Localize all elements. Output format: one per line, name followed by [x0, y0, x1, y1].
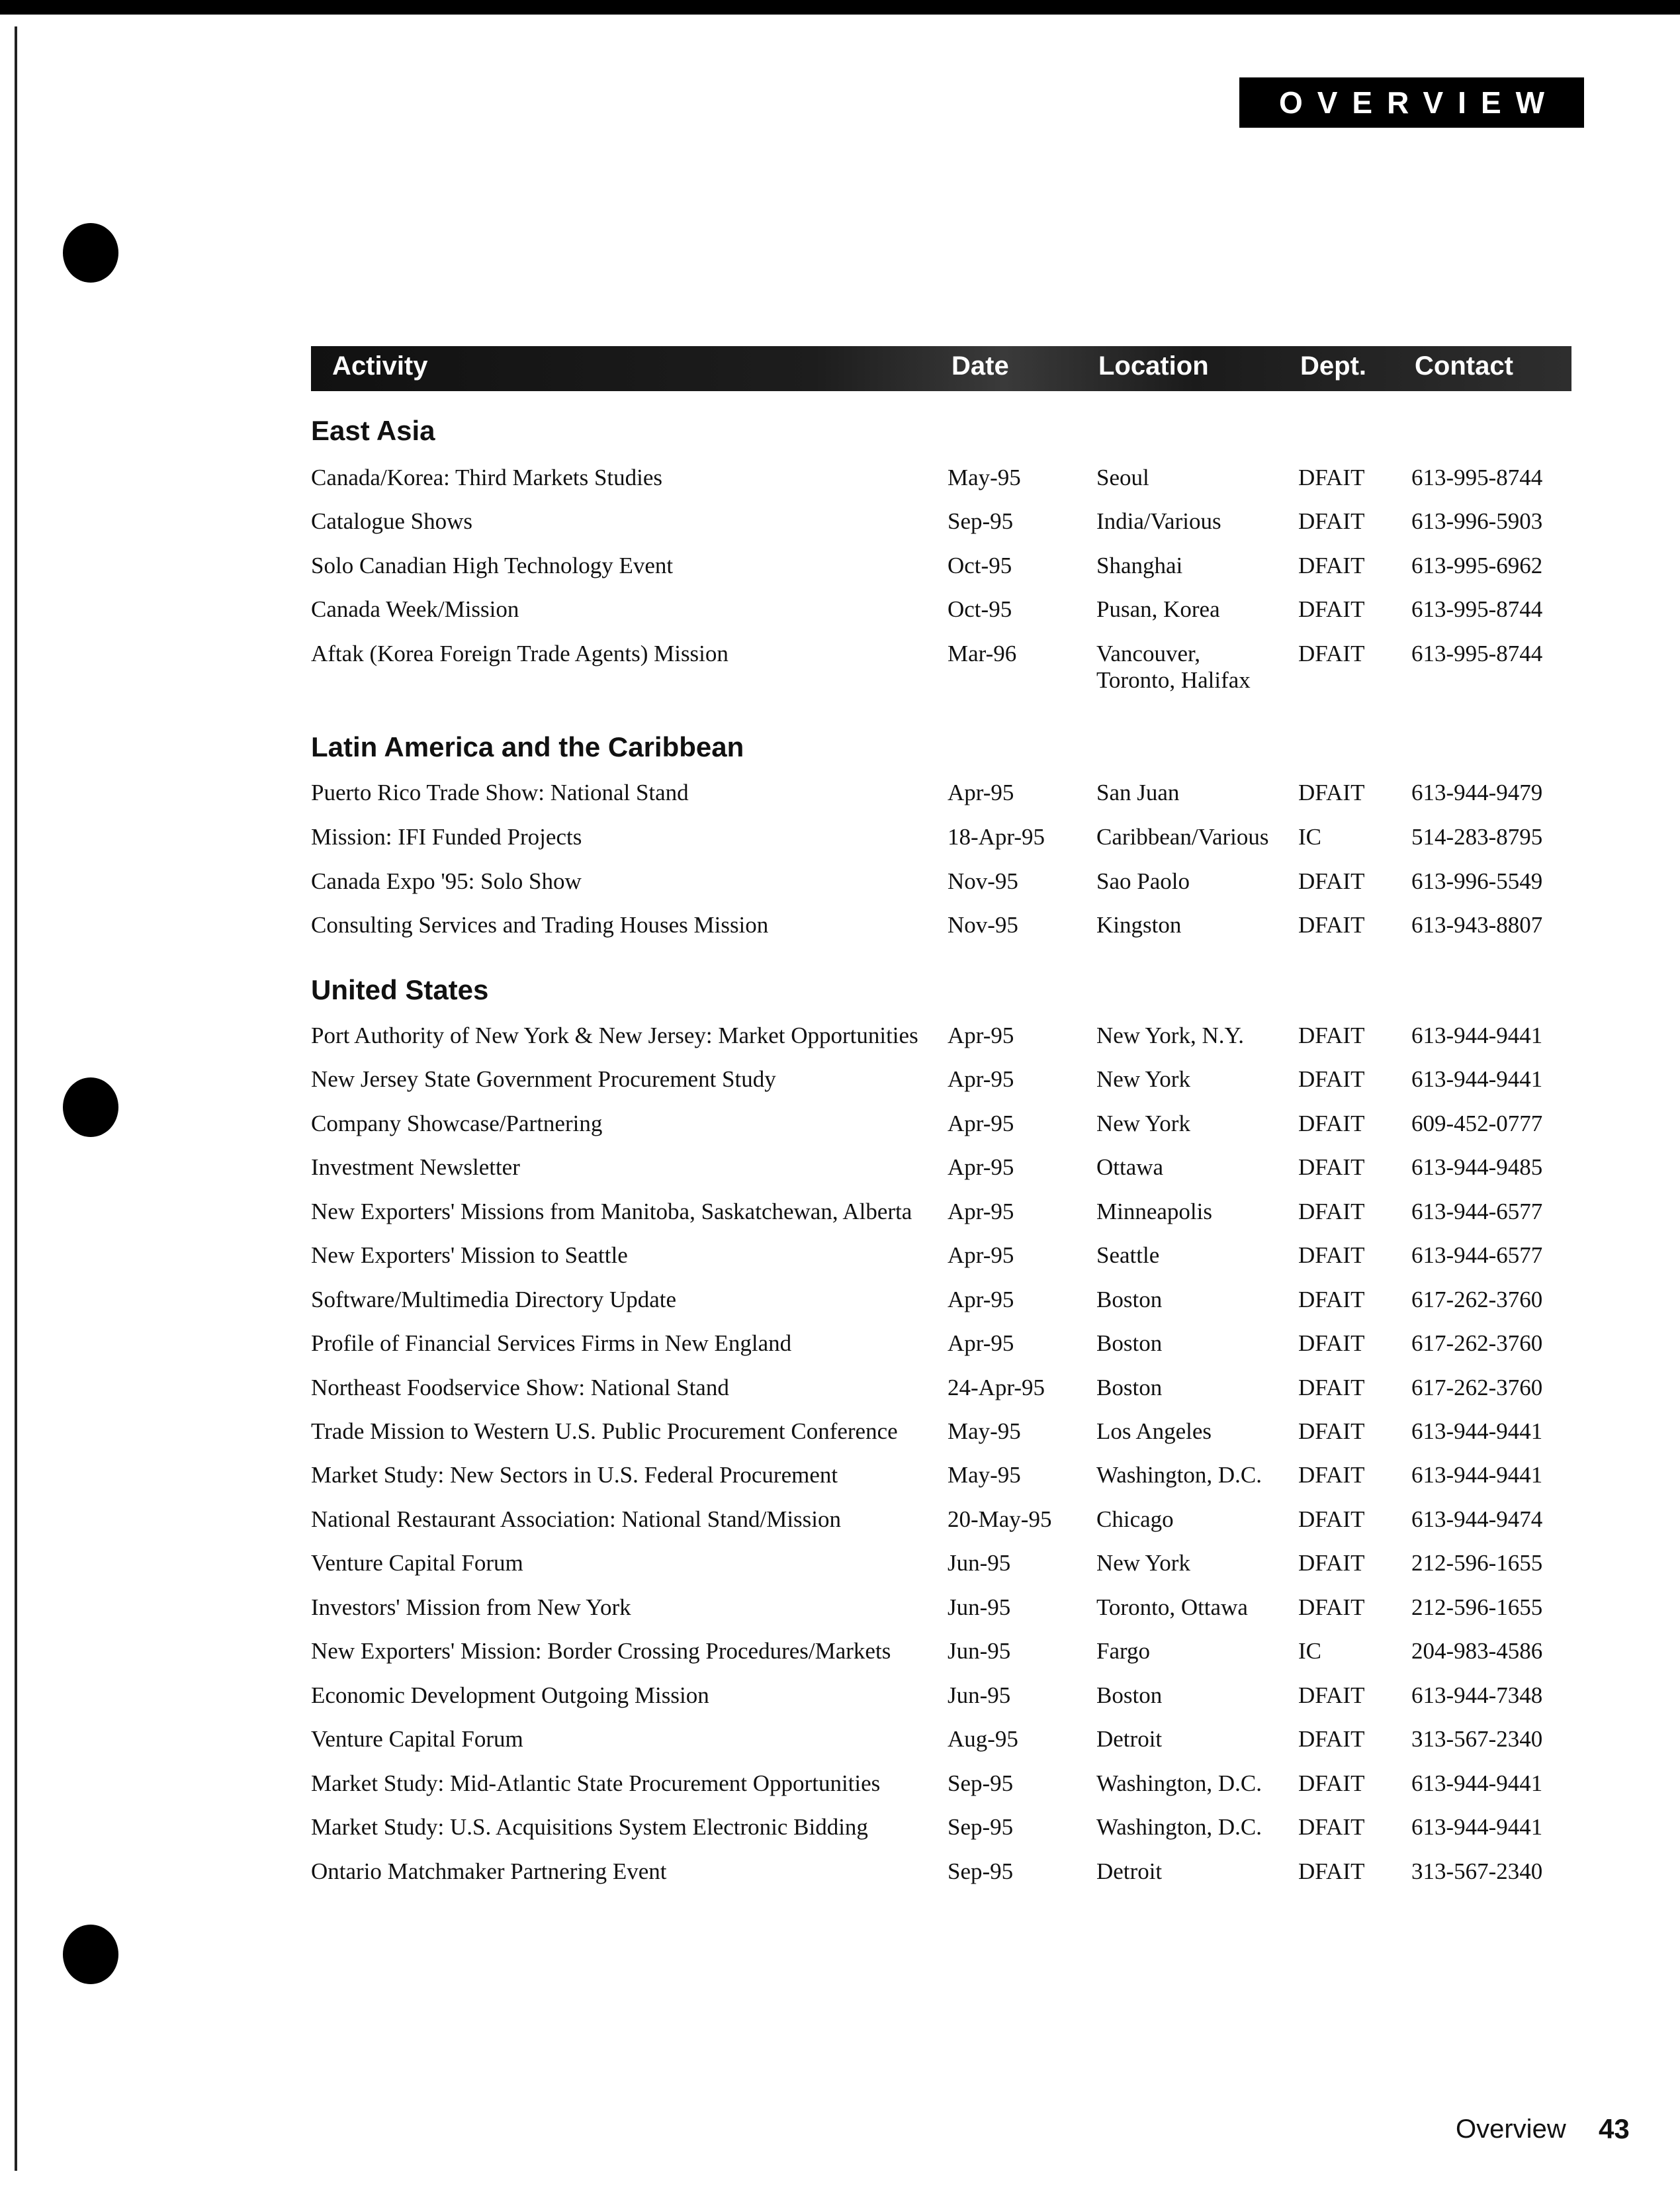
- activity-cell: Port Authority of New York & New Jersey: Market Opportunities: [311, 1023, 918, 1048]
- activity-cell: Venture Capital Forum: [311, 1726, 523, 1752]
- dept-cell: DFAIT: [1298, 780, 1365, 805]
- date-cell: Jun-95: [948, 1550, 1011, 1576]
- activity-cell: Software/Multimedia Directory Update: [311, 1287, 677, 1312]
- location-cell: Seoul: [1096, 465, 1149, 490]
- contact-cell: 609-452-0777: [1411, 1111, 1543, 1136]
- date-cell: Apr-95: [948, 1242, 1014, 1268]
- location-cell: New York: [1096, 1550, 1190, 1576]
- section-title-east-asia: East Asia: [311, 415, 435, 446]
- dept-cell: DFAIT: [1298, 1287, 1365, 1312]
- date-cell: Apr-95: [948, 1023, 1014, 1048]
- contact-cell: 613-944-6577: [1411, 1242, 1543, 1268]
- contact-cell: 617-262-3760: [1411, 1330, 1543, 1356]
- dept-cell: DFAIT: [1298, 641, 1365, 666]
- dept-cell: DFAIT: [1298, 1154, 1365, 1180]
- activity-cell: Solo Canadian High Technology Event: [311, 553, 674, 578]
- location-cell: Boston: [1096, 1287, 1163, 1312]
- dept-cell: DFAIT: [1298, 1330, 1365, 1356]
- activity-cell: Mission: IFI Funded Projects: [311, 824, 582, 850]
- contact-cell: 613-995-8744: [1411, 596, 1543, 622]
- contact-cell: 613-944-9485: [1411, 1154, 1543, 1180]
- activity-cell: Market Study: U.S. Acquisitions System Electronic Bidding: [311, 1814, 868, 1840]
- dept-cell: DFAIT: [1298, 1023, 1365, 1048]
- contact-cell: 613-944-9479: [1411, 780, 1543, 805]
- location-cell: Sao Paolo: [1096, 868, 1190, 894]
- location-cell: Toronto, Ottawa: [1096, 1594, 1248, 1620]
- date-cell: 20-May-95: [948, 1506, 1052, 1532]
- punch-hole-top: [63, 223, 118, 283]
- contact-cell: 613-995-8744: [1411, 641, 1543, 666]
- activity-cell: Canada Expo '95: Solo Show: [311, 868, 582, 894]
- contact-cell: 613-944-6577: [1411, 1199, 1543, 1224]
- contact-cell: 613-944-9441: [1411, 1462, 1543, 1488]
- activity-cell: Ontario Matchmaker Partnering Event: [311, 1858, 667, 1884]
- activity-cell: Economic Development Outgoing Mission: [311, 1682, 709, 1708]
- activity-cell: Market Study: Mid-Atlantic State Procurement Opportunities: [311, 1770, 881, 1796]
- dept-cell: DFAIT: [1298, 1770, 1365, 1796]
- activity-cell: New Exporters' Mission: Border Crossing Procedures/Markets: [311, 1638, 891, 1664]
- date-cell: Sep-95: [948, 1858, 1014, 1884]
- contact-cell: 613-944-9441: [1411, 1066, 1543, 1092]
- date-cell: Apr-95: [948, 1330, 1014, 1356]
- location-cell: Detroit: [1096, 1858, 1163, 1884]
- location-cell: Washington, D.C.: [1096, 1462, 1262, 1488]
- activity-cell: Market Study: New Sectors in U.S. Federal Procurement: [311, 1462, 838, 1488]
- contact-cell: 204-983-4586: [1411, 1638, 1543, 1664]
- date-cell: Jun-95: [948, 1682, 1011, 1708]
- column-contact: Contact: [1415, 351, 1513, 381]
- dept-cell: DFAIT: [1298, 912, 1365, 938]
- location-cell: Vancouver,: [1096, 641, 1201, 666]
- contact-cell: 617-262-3760: [1411, 1287, 1543, 1312]
- location-cell: Boston: [1096, 1375, 1163, 1400]
- location-cell: Fargo: [1096, 1638, 1151, 1664]
- activity-cell: Profile of Financial Services Firms in New England: [311, 1330, 792, 1356]
- date-cell: May-95: [948, 1418, 1021, 1444]
- column-dept: Dept.: [1300, 351, 1366, 381]
- dept-cell: DFAIT: [1298, 1726, 1365, 1752]
- date-cell: Oct-95: [948, 596, 1012, 622]
- dept-cell: DFAIT: [1298, 1462, 1365, 1488]
- contact-cell: 613-995-8744: [1411, 465, 1543, 490]
- date-cell: Aug-95: [948, 1726, 1018, 1752]
- dept-cell: DFAIT: [1298, 868, 1365, 894]
- activity-cell: Canada Week/Mission: [311, 596, 519, 622]
- activity-cell: Canada/Korea: Third Markets Studies: [311, 465, 663, 490]
- contact-cell: 613-996-5549: [1411, 868, 1543, 894]
- activity-cell: Northeast Foodservice Show: National Stand: [311, 1375, 729, 1400]
- date-cell: Apr-95: [948, 1066, 1014, 1092]
- top-border: [0, 0, 1680, 15]
- date-cell: Apr-95: [948, 1111, 1014, 1136]
- footer-section-label: Overview: [1456, 2115, 1566, 2144]
- column-date: Date: [951, 351, 1009, 381]
- contact-cell: 613-995-6962: [1411, 553, 1543, 578]
- location-cell: San Juan: [1096, 780, 1180, 805]
- date-cell: Apr-95: [948, 780, 1014, 805]
- location-cell: Washington, D.C.: [1096, 1770, 1262, 1796]
- date-cell: May-95: [948, 465, 1021, 490]
- location-cell: Seattle: [1096, 1242, 1160, 1268]
- page-number: 43: [1599, 2113, 1630, 2144]
- page-left-edge: [15, 26, 17, 2171]
- contact-cell: 613-944-9441: [1411, 1770, 1543, 1796]
- column-activity: Activity: [332, 351, 428, 381]
- contact-cell: 613-996-5903: [1411, 508, 1543, 534]
- contact-cell: 313-567-2340: [1411, 1858, 1543, 1884]
- date-cell: Apr-95: [948, 1154, 1014, 1180]
- location-cell: New York, N.Y.: [1096, 1023, 1245, 1048]
- activity-cell: National Restaurant Association: National Stand/Mission: [311, 1506, 842, 1532]
- dept-cell: DFAIT: [1298, 1594, 1365, 1620]
- dept-cell: DFAIT: [1298, 1682, 1365, 1708]
- date-cell: Apr-95: [948, 1199, 1014, 1224]
- dept-cell: DFAIT: [1298, 1375, 1365, 1400]
- activity-cell: New Exporters' Mission to Seattle: [311, 1242, 628, 1268]
- activity-cell: Company Showcase/Partnering: [311, 1111, 603, 1136]
- location-cell: Shanghai: [1096, 553, 1183, 578]
- contact-cell: 613-944-9474: [1411, 1506, 1543, 1532]
- date-cell: 18-Apr-95: [948, 824, 1045, 850]
- date-cell: Nov-95: [948, 912, 1018, 938]
- date-cell: Oct-95: [948, 553, 1012, 578]
- location-cell: Detroit: [1096, 1726, 1163, 1752]
- contact-cell: 617-262-3760: [1411, 1375, 1543, 1400]
- dept-cell: DFAIT: [1298, 1858, 1365, 1884]
- activity-cell: Aftak (Korea Foreign Trade Agents) Mission: [311, 641, 729, 666]
- dept-cell: DFAIT: [1298, 1199, 1365, 1224]
- date-cell: Sep-95: [948, 1814, 1014, 1840]
- section-title-united-states: United States: [311, 974, 489, 1005]
- activity-cell: New Exporters' Missions from Manitoba, Saskatchewan, Alberta: [311, 1199, 912, 1224]
- date-cell: Apr-95: [948, 1287, 1014, 1312]
- punch-hole-bottom: [63, 1925, 118, 1984]
- contact-cell: 613-944-9441: [1411, 1023, 1543, 1048]
- dept-cell: DFAIT: [1298, 1506, 1365, 1532]
- overview-banner: OVERVIEW: [1239, 77, 1584, 128]
- contact-cell: 313-567-2340: [1411, 1726, 1543, 1752]
- dept-cell: DFAIT: [1298, 553, 1365, 578]
- contact-cell: 613-944-7348: [1411, 1682, 1543, 1708]
- location-cell: New York: [1096, 1111, 1190, 1136]
- location-cell: Minneapolis: [1096, 1199, 1212, 1224]
- location-cell: Washington, D.C.: [1096, 1814, 1262, 1840]
- location-cell: Kingston: [1096, 912, 1182, 938]
- dept-cell: DFAIT: [1298, 596, 1365, 622]
- date-cell: May-95: [948, 1462, 1021, 1488]
- column-location: Location: [1098, 351, 1209, 381]
- contact-cell: 514-283-8795: [1411, 824, 1543, 850]
- date-cell: Jun-95: [948, 1594, 1011, 1620]
- activity-cell: Puerto Rico Trade Show: National Stand: [311, 780, 689, 805]
- location-cell: India/Various: [1096, 508, 1221, 534]
- location-cell: Boston: [1096, 1330, 1163, 1356]
- location-cell: Los Angeles: [1096, 1418, 1212, 1444]
- dept-cell: DFAIT: [1298, 1066, 1365, 1092]
- contact-cell: 613-944-9441: [1411, 1418, 1543, 1444]
- dept-cell: DFAIT: [1298, 1550, 1365, 1576]
- dept-cell: IC: [1298, 1638, 1321, 1664]
- dept-cell: DFAIT: [1298, 1814, 1365, 1840]
- activity-cell: Consulting Services and Trading Houses Mission: [311, 912, 769, 938]
- location-cell: Chicago: [1096, 1506, 1174, 1532]
- contact-cell: 212-596-1655: [1411, 1594, 1543, 1620]
- activity-cell: Catalogue Shows: [311, 508, 473, 534]
- location-cell: New York: [1096, 1066, 1190, 1092]
- contact-cell: 613-943-8807: [1411, 912, 1543, 938]
- contact-cell: 212-596-1655: [1411, 1550, 1543, 1576]
- activity-cell: Investors' Mission from New York: [311, 1594, 631, 1620]
- date-cell: Mar-96: [948, 641, 1017, 666]
- activity-cell: Venture Capital Forum: [311, 1550, 523, 1576]
- date-cell: Jun-95: [948, 1638, 1011, 1664]
- date-cell: Nov-95: [948, 868, 1018, 894]
- table-header: [311, 346, 1571, 391]
- activity-cell: Trade Mission to Western U.S. Public Procurement Conference: [311, 1418, 898, 1444]
- dept-cell: DFAIT: [1298, 1111, 1365, 1136]
- location-cell-line-2: Toronto, Halifax: [1096, 667, 1251, 693]
- dept-cell: IC: [1298, 824, 1321, 850]
- dept-cell: DFAIT: [1298, 1242, 1365, 1268]
- section-title-latin-america: Latin America and the Caribbean: [311, 731, 744, 762]
- dept-cell: DFAIT: [1298, 508, 1365, 534]
- location-cell: Caribbean/Various: [1096, 824, 1269, 850]
- punch-hole-middle: [63, 1077, 118, 1137]
- location-cell: Ottawa: [1096, 1154, 1164, 1180]
- date-cell: 24-Apr-95: [948, 1375, 1045, 1400]
- location-cell: Boston: [1096, 1682, 1163, 1708]
- location-cell: Pusan, Korea: [1096, 596, 1220, 622]
- contact-cell: 613-944-9441: [1411, 1814, 1543, 1840]
- dept-cell: DFAIT: [1298, 465, 1365, 490]
- date-cell: Sep-95: [948, 508, 1014, 534]
- dept-cell: DFAIT: [1298, 1418, 1365, 1444]
- activity-cell: Investment Newsletter: [311, 1154, 520, 1180]
- date-cell: Sep-95: [948, 1770, 1014, 1796]
- activity-cell: New Jersey State Government Procurement Study: [311, 1066, 776, 1092]
